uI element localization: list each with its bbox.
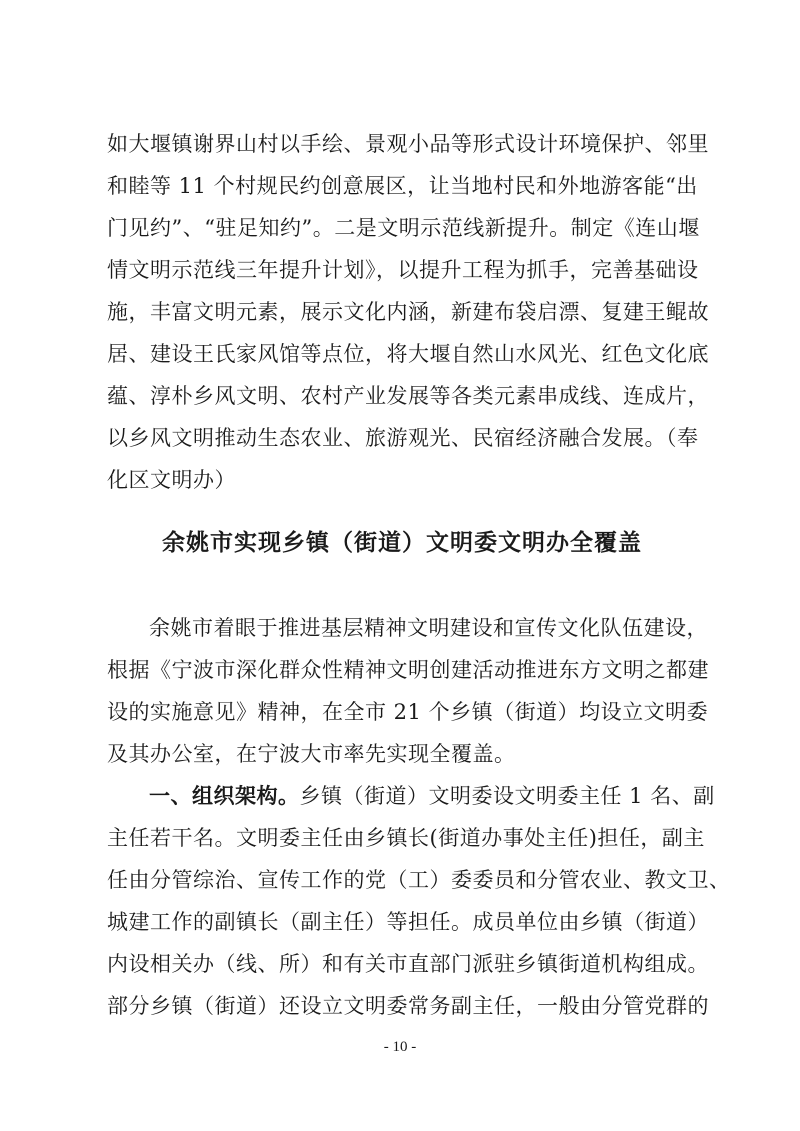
paragraph-line: 余姚市着眼于推进基层精神文明建设和宣传文化队伍建设，: [149, 616, 708, 640]
paragraph-line: [149, 782, 715, 812]
paragraph-line: 根据《宁波市深化群众性精神文明创建活动推进东方文明之都建: [107, 658, 709, 682]
paragraph-line: 设的实施意见》精神，在全市 21 个乡镇（街道）均设立文明委: [107, 700, 709, 724]
paragraph-line: 城建工作的副镇长（副主任）等担任。成员单位由乡镇（街道）: [107, 910, 709, 934]
paragraph-line: 居、建设王氏家风馆等点位，将大堰自然山水风光、红色文化底: [107, 342, 709, 366]
paragraph-line: 和睦等 11 个村规民约创意展区，让当地村民和外地游客能“出: [107, 174, 698, 198]
paragraph-line: 部分乡镇（街道）还设立文明委常务副主任，一般由分管党群的: [107, 994, 709, 1018]
paragraph-line: 以乡风文明推动生态农业、旅游观光、民宿经济融合发展。（奉: [107, 426, 699, 450]
paragraph-line: 主任若干名。文明委主任由乡镇长(街道办事处主任)担任，副主: [107, 826, 705, 850]
paragraph-line: 内设相关办（线、所）和有关市直部门派驻乡镇街道机构组成。: [107, 952, 709, 976]
paragraph-line: 情文明示范线三年提升计划》，以提升工程为抓手，完善基础设: [107, 258, 699, 282]
paragraph-line: 施，丰富文明元素，展示文化内涵，新建布袋启漂、复建王鲲故: [107, 300, 709, 324]
page-number: - 10 -: [383, 1039, 417, 1055]
paragraph-line: 任由分管综治、宣传工作的党（工）委委员和分管农业、教文卫、: [107, 868, 731, 892]
paragraph-line: 及其办公室，在宁波大市率先实现全覆盖。: [107, 742, 516, 766]
paragraph-line: 如大堰镇谢界山村以手绘、景观小品等形式设计环境保护、邻里: [107, 132, 709, 156]
paragraph-line: 化区文明办）: [107, 468, 236, 492]
paragraph-line: 门见约”、“驻足知约”。二是文明示范线新提升。制定《连山堰: [107, 216, 700, 240]
point-lead: 一、组织架构。: [149, 783, 300, 808]
section-title: 余姚市实现乡镇（街道）文明委文明办全覆盖: [162, 529, 642, 556]
paragraph-line: 蕴、淳朴乡风文明、农村产业发展等各类元素串成线、连成片，: [107, 384, 709, 408]
point-text: 乡镇（街道）文明委设文明委主任 1 名、副: [299, 784, 715, 808]
